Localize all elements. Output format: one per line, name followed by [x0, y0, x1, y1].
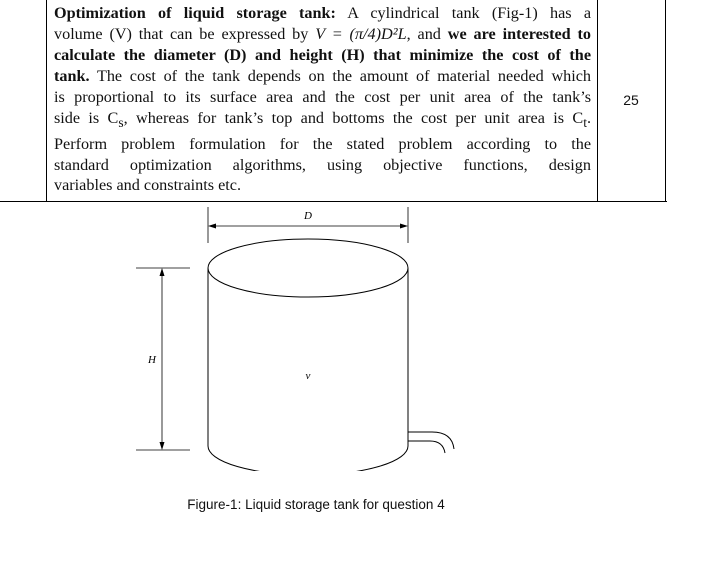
- question-title: Optimization of liquid storage tank:: [54, 4, 336, 22]
- volume-formula: V = (π/4)D²L: [315, 24, 407, 43]
- question-line-7: Perform problem formulation for the stated problem according to the: [54, 134, 591, 153]
- question-line-4: tank. The cost of the tank depends on the amount of material needed which: [54, 66, 592, 85]
- volume-label: v: [305, 370, 311, 382]
- question-table: [0, 0, 667, 202]
- question-line-9: variables and constraints etc.: [54, 176, 241, 195]
- table-border-left: [46, 0, 47, 201]
- question-line-5: is proportional to its surface area and the cost per unit area of the tank’s: [54, 87, 591, 106]
- height-dimension: [136, 268, 190, 450]
- cylinder-tank: [208, 239, 408, 471]
- question-line-3: calculate the diameter (D) and height (H) that minimize the cost of the: [54, 45, 591, 64]
- question-line-8: standard optimization algorithms, using objective functions, design: [54, 155, 591, 174]
- figure-caption: Figure-1: Liquid storage tank for question 4: [187, 497, 445, 512]
- outlet-pipe: [408, 432, 454, 453]
- table-border-right: [665, 0, 666, 201]
- height-label: H: [148, 354, 156, 366]
- question-line-2: volume (V) that can be expressed by V = (π/4)D²L, and we are interested to: [54, 24, 592, 43]
- question-line-1: Optimization of liquid storage tank: A cylindrical tank (Fig-1) has a: [54, 4, 592, 22]
- diameter-label: D: [304, 210, 312, 222]
- question-text: [54, 3, 591, 196]
- tank-figure: [130, 201, 490, 471]
- marks-value: 25: [623, 92, 639, 108]
- question-line-6: side is $C_s$, whereas for tank’s top and bottoms the cost per unit area is $C_t$.: [54, 108, 591, 130]
